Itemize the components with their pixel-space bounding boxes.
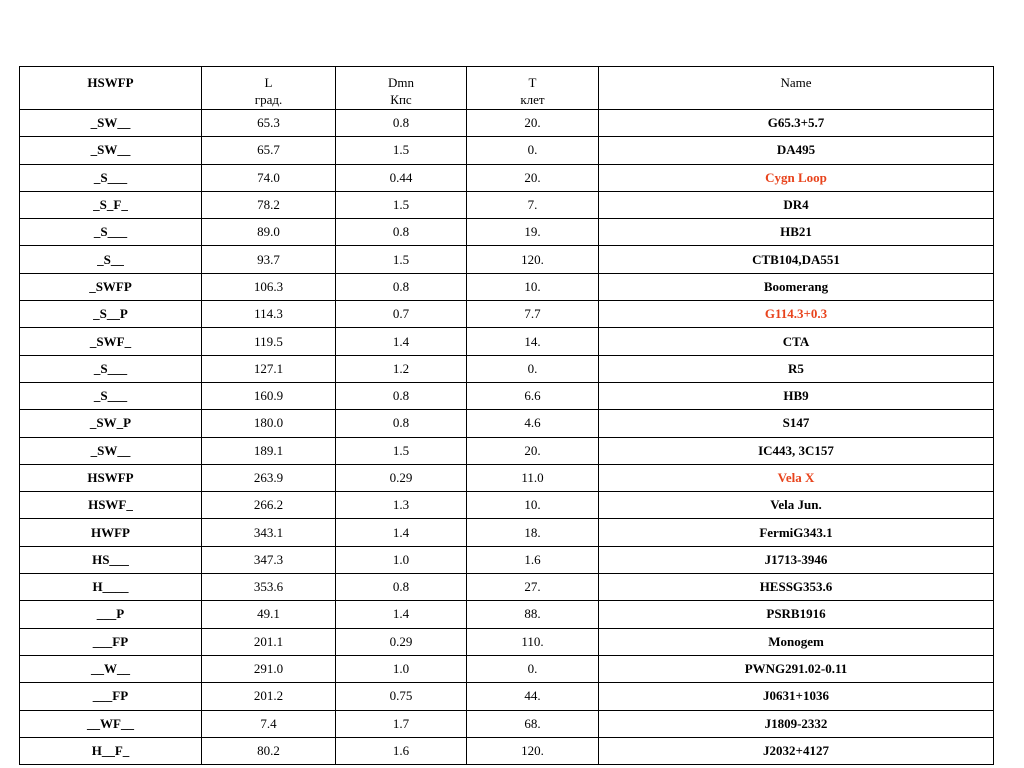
cell-dmn: 1.4	[336, 601, 467, 628]
cell-type: _SWFP	[20, 273, 202, 300]
table-row	[20, 191, 994, 218]
cell-name: G65.3+5.7	[599, 110, 994, 137]
cell-l: 201.1	[202, 628, 336, 655]
cell-name: HB21	[599, 219, 994, 246]
table-row	[20, 492, 994, 519]
table-row	[20, 410, 994, 437]
cell-dmn: 0.8	[336, 219, 467, 246]
cell-name: G114.3+0.3	[599, 301, 994, 328]
cell-type: _S___	[20, 164, 202, 191]
cell-t: 0.	[467, 355, 599, 382]
cell-l: 180.0	[202, 410, 336, 437]
table-row	[20, 683, 994, 710]
cell-type: ___FP	[20, 683, 202, 710]
cell-l: 353.6	[202, 574, 336, 601]
cell-l: 119.5	[202, 328, 336, 355]
table-body	[20, 110, 994, 765]
cell-type: HS___	[20, 546, 202, 573]
cell-t: 10.	[467, 273, 599, 300]
cell-name: PWNG291.02-0.11	[599, 655, 994, 682]
cell-name: Cygn Loop	[599, 164, 994, 191]
cell-type: _S___	[20, 355, 202, 382]
cell-t: 1.6	[467, 546, 599, 573]
cell-t: 110.	[467, 628, 599, 655]
cell-t: 14.	[467, 328, 599, 355]
cell-type: H__F_	[20, 737, 202, 764]
cell-dmn: 1.7	[336, 710, 467, 737]
table-row	[20, 273, 994, 300]
cell-t: 0.	[467, 137, 599, 164]
cell-dmn: 0.29	[336, 464, 467, 491]
cell-name: PSRB1916	[599, 601, 994, 628]
table-row	[20, 710, 994, 737]
cell-type: _SW__	[20, 137, 202, 164]
cell-dmn: 0.44	[336, 164, 467, 191]
cell-name: Boomerang	[599, 273, 994, 300]
cell-name: J1809-2332	[599, 710, 994, 737]
cell-type: _S__	[20, 246, 202, 273]
cell-t: 7.	[467, 191, 599, 218]
cell-dmn: 1.2	[336, 355, 467, 382]
table-row	[20, 137, 994, 164]
cell-type: _S__P	[20, 301, 202, 328]
cell-l: 65.7	[202, 137, 336, 164]
cell-dmn: 0.75	[336, 683, 467, 710]
table-row	[20, 601, 994, 628]
cell-dmn: 1.5	[336, 246, 467, 273]
cell-dmn: 1.4	[336, 519, 467, 546]
header-l-unit: град.	[254, 92, 283, 107]
cell-type: HSWFP	[20, 464, 202, 491]
cell-dmn: 1.5	[336, 437, 467, 464]
table-row	[20, 219, 994, 246]
cell-type: _SWF_	[20, 328, 202, 355]
cell-type: ___P	[20, 601, 202, 628]
cell-l: 160.9	[202, 382, 336, 409]
cell-l: 114.3	[202, 301, 336, 328]
table-row	[20, 655, 994, 682]
cell-t: 10.	[467, 492, 599, 519]
cell-dmn: 1.6	[336, 737, 467, 764]
cell-type: _S___	[20, 382, 202, 409]
cell-l: 263.9	[202, 464, 336, 491]
header-row	[20, 67, 994, 110]
cell-l: 7.4	[202, 710, 336, 737]
cell-l: 65.3	[202, 110, 336, 137]
cell-l: 291.0	[202, 655, 336, 682]
table-row	[20, 464, 994, 491]
cell-type: _SW_P	[20, 410, 202, 437]
header-dmn-unit: Кпс	[390, 92, 412, 107]
cell-dmn: 0.8	[336, 273, 467, 300]
cell-l: 80.2	[202, 737, 336, 764]
cell-name: HESSG353.6	[599, 574, 994, 601]
cell-l: 74.0	[202, 164, 336, 191]
cell-l: 127.1	[202, 355, 336, 382]
cell-t: 68.	[467, 710, 599, 737]
cell-name: FermiG343.1	[599, 519, 994, 546]
header-l-label: L	[264, 75, 273, 90]
header-t	[467, 67, 599, 110]
table-row	[20, 628, 994, 655]
cell-type: HWFP	[20, 519, 202, 546]
cell-l: 343.1	[202, 519, 336, 546]
cell-type: __WF__	[20, 710, 202, 737]
table-row	[20, 546, 994, 573]
cell-t: 20.	[467, 437, 599, 464]
cell-t: 120.	[467, 246, 599, 273]
cell-name: Monogem	[599, 628, 994, 655]
snr-table	[19, 66, 994, 765]
table-row	[20, 574, 994, 601]
table-row	[20, 437, 994, 464]
table-row	[20, 301, 994, 328]
cell-t: 0.	[467, 655, 599, 682]
header-t-label: T	[528, 75, 537, 90]
cell-t: 19.	[467, 219, 599, 246]
cell-l: 189.1	[202, 437, 336, 464]
header-t-unit: клет	[520, 92, 545, 107]
cell-dmn: 1.4	[336, 328, 467, 355]
table-row	[20, 355, 994, 382]
cell-t: 120.	[467, 737, 599, 764]
cell-type: _SW__	[20, 110, 202, 137]
cell-name: CTA	[599, 328, 994, 355]
cell-dmn: 0.7	[336, 301, 467, 328]
cell-name: Vela Jun.	[599, 492, 994, 519]
cell-dmn: 0.8	[336, 382, 467, 409]
table-row	[20, 110, 994, 137]
cell-name: DR4	[599, 191, 994, 218]
cell-type: _S_F_	[20, 191, 202, 218]
cell-t: 20.	[467, 164, 599, 191]
cell-dmn: 1.0	[336, 655, 467, 682]
table-header	[20, 67, 994, 110]
cell-dmn: 1.0	[336, 546, 467, 573]
table-row	[20, 737, 994, 764]
cell-type: _S___	[20, 219, 202, 246]
cell-t: 6.6	[467, 382, 599, 409]
table-row	[20, 246, 994, 273]
cell-l: 93.7	[202, 246, 336, 273]
cell-type: H____	[20, 574, 202, 601]
cell-t: 7.7	[467, 301, 599, 328]
cell-t: 27.	[467, 574, 599, 601]
cell-name: R5	[599, 355, 994, 382]
cell-l: 89.0	[202, 219, 336, 246]
cell-name: IC443, 3C157	[599, 437, 994, 464]
cell-dmn: 1.5	[336, 191, 467, 218]
cell-name: J1713-3946	[599, 546, 994, 573]
cell-name: CTB104,DA551	[599, 246, 994, 273]
header-name: Name	[599, 67, 994, 110]
cell-name: HB9	[599, 382, 994, 409]
header-dmn	[336, 67, 467, 110]
cell-t: 44.	[467, 683, 599, 710]
cell-dmn: 1.5	[336, 137, 467, 164]
cell-name: Vela X	[599, 464, 994, 491]
cell-type: _SW__	[20, 437, 202, 464]
cell-l: 106.3	[202, 273, 336, 300]
header-dmn-label: Dmn	[388, 75, 414, 90]
cell-type: ___FP	[20, 628, 202, 655]
cell-type: HSWF_	[20, 492, 202, 519]
table-row	[20, 519, 994, 546]
cell-t: 4.6	[467, 410, 599, 437]
cell-l: 78.2	[202, 191, 336, 218]
cell-dmn: 0.29	[336, 628, 467, 655]
cell-l: 49.1	[202, 601, 336, 628]
header-type: HSWFP	[20, 67, 202, 110]
cell-name: S147	[599, 410, 994, 437]
cell-dmn: 0.8	[336, 110, 467, 137]
cell-l: 201.2	[202, 683, 336, 710]
cell-name: J0631+1036	[599, 683, 994, 710]
header-l	[202, 67, 336, 110]
cell-t: 20.	[467, 110, 599, 137]
table-row	[20, 328, 994, 355]
table-row	[20, 382, 994, 409]
cell-dmn: 1.3	[336, 492, 467, 519]
cell-l: 347.3	[202, 546, 336, 573]
cell-t: 88.	[467, 601, 599, 628]
cell-name: J2032+4127	[599, 737, 994, 764]
cell-name: DA495	[599, 137, 994, 164]
cell-t: 18.	[467, 519, 599, 546]
cell-type: __W__	[20, 655, 202, 682]
cell-dmn: 0.8	[336, 410, 467, 437]
table-row	[20, 164, 994, 191]
cell-dmn: 0.8	[336, 574, 467, 601]
cell-t: 11.0	[467, 464, 599, 491]
cell-l: 266.2	[202, 492, 336, 519]
